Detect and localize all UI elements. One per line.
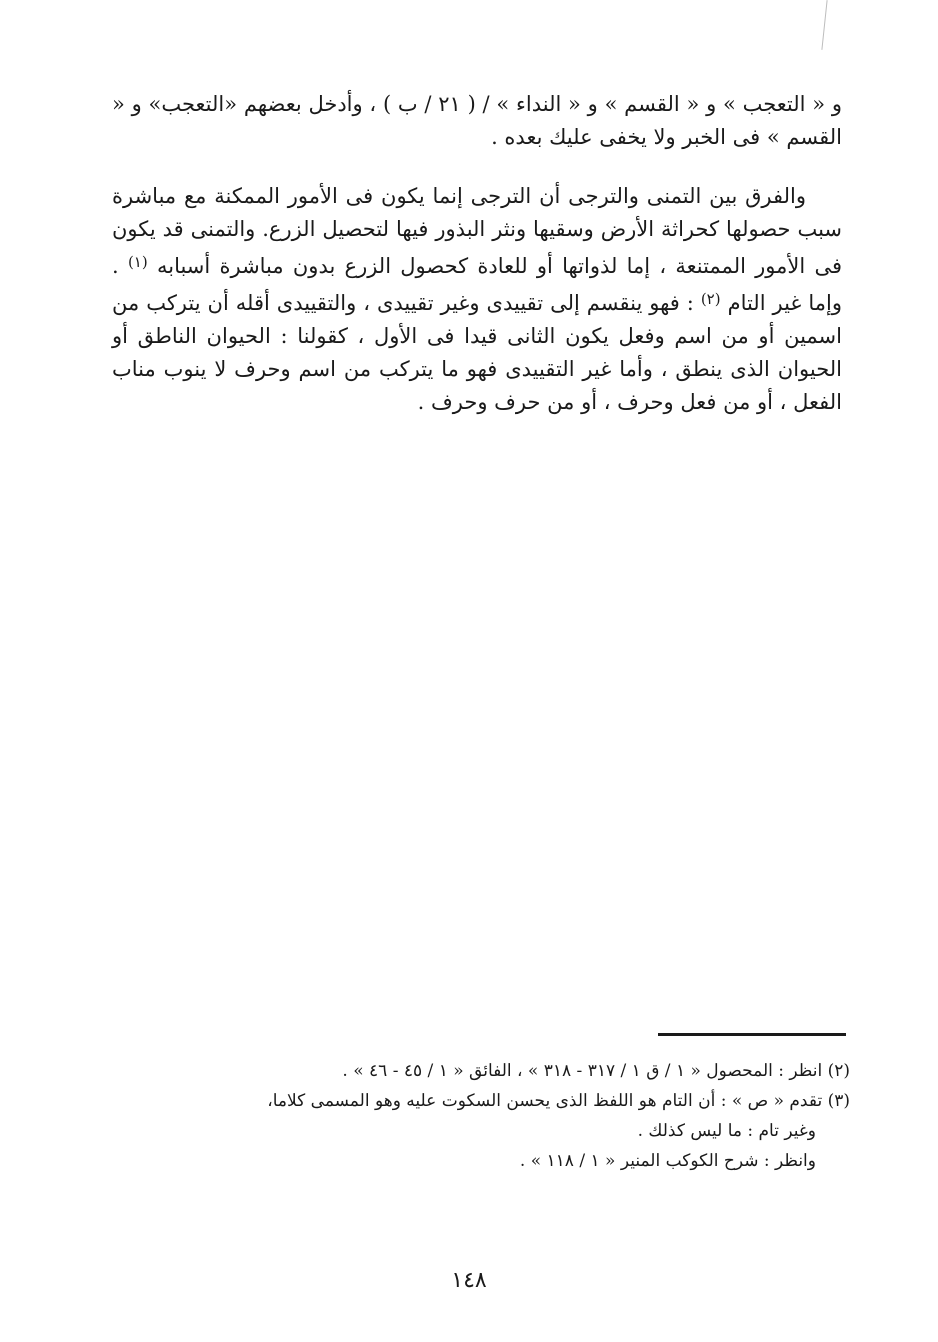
paragraph-1: و « التعجب » و « القسم » و « النداء » / ( ٢١ / ب ) ، وأدخل بعضهم «التعجب» و « القسم » فى الخبر ولا يخفى عليك بعده . [112, 92, 843, 149]
footnote-3-continuation: وغير تام : ما ليس كذلك . [637, 1121, 816, 1141]
main-text [112, 88, 842, 419]
page-number: ١٤٨ [451, 1268, 487, 1293]
footnote-3-reference: وانظر : شرح الكوكب المنير « ١ / ١١٨ » . [519, 1151, 816, 1171]
footnote-ref-1[interactable]: (١) [127, 253, 148, 271]
footnotes [130, 1056, 850, 1176]
paragraph-2-part-b: . وإما غير التام [112, 254, 842, 315]
paragraph-2 [112, 180, 842, 419]
footnote-separator [658, 1033, 846, 1036]
paragraph-2-part-c: : فهو ينقسم إلى تقييدى وغير تقييدى ، والتقييدى أقله أن يتركب من اسمين أو من اسم وفعل يكون الثانى قيدا فى الأول ، كقولنا : الحيوان الناطق أو الحيوان الذى ينطق ، وأما غير التقييدى فهو ما يتركب من اسم وحرف لا ينوب مناب الفعل ، أو من فعل وحرف ، أو من حرف وحرف . [112, 291, 842, 414]
paragraph-2-part-a: والفرق بين التمنى والترجى أن الترجى إنما يكون فى الأمور الممكنة مع مباشرة سبب حصولها كحراثة الأرض وسقيها ونثر البذور فيها لتحصيل الزرع. والتمنى قد يكون فى الأمور الممتنعة ، إما لذواتها أو للعادة كحصول الزرع بدون مباشرة أسبابه [112, 184, 842, 278]
footnote-ref-2[interactable]: (٢) [700, 290, 721, 308]
scan-mark [821, 0, 827, 50]
footnote-2: (٢) انظر : المحصول « ١ / ق ١ / ٣١٧ - ٣١٨ » ، الفائق « ١ / ٤٥ - ٤٦ » . [342, 1061, 850, 1081]
footnote-3: (٣) تقدم « ص » : أن التام هو اللفظ الذى يحسن السكوت عليه وهو المسمى كلاما، [267, 1091, 850, 1111]
